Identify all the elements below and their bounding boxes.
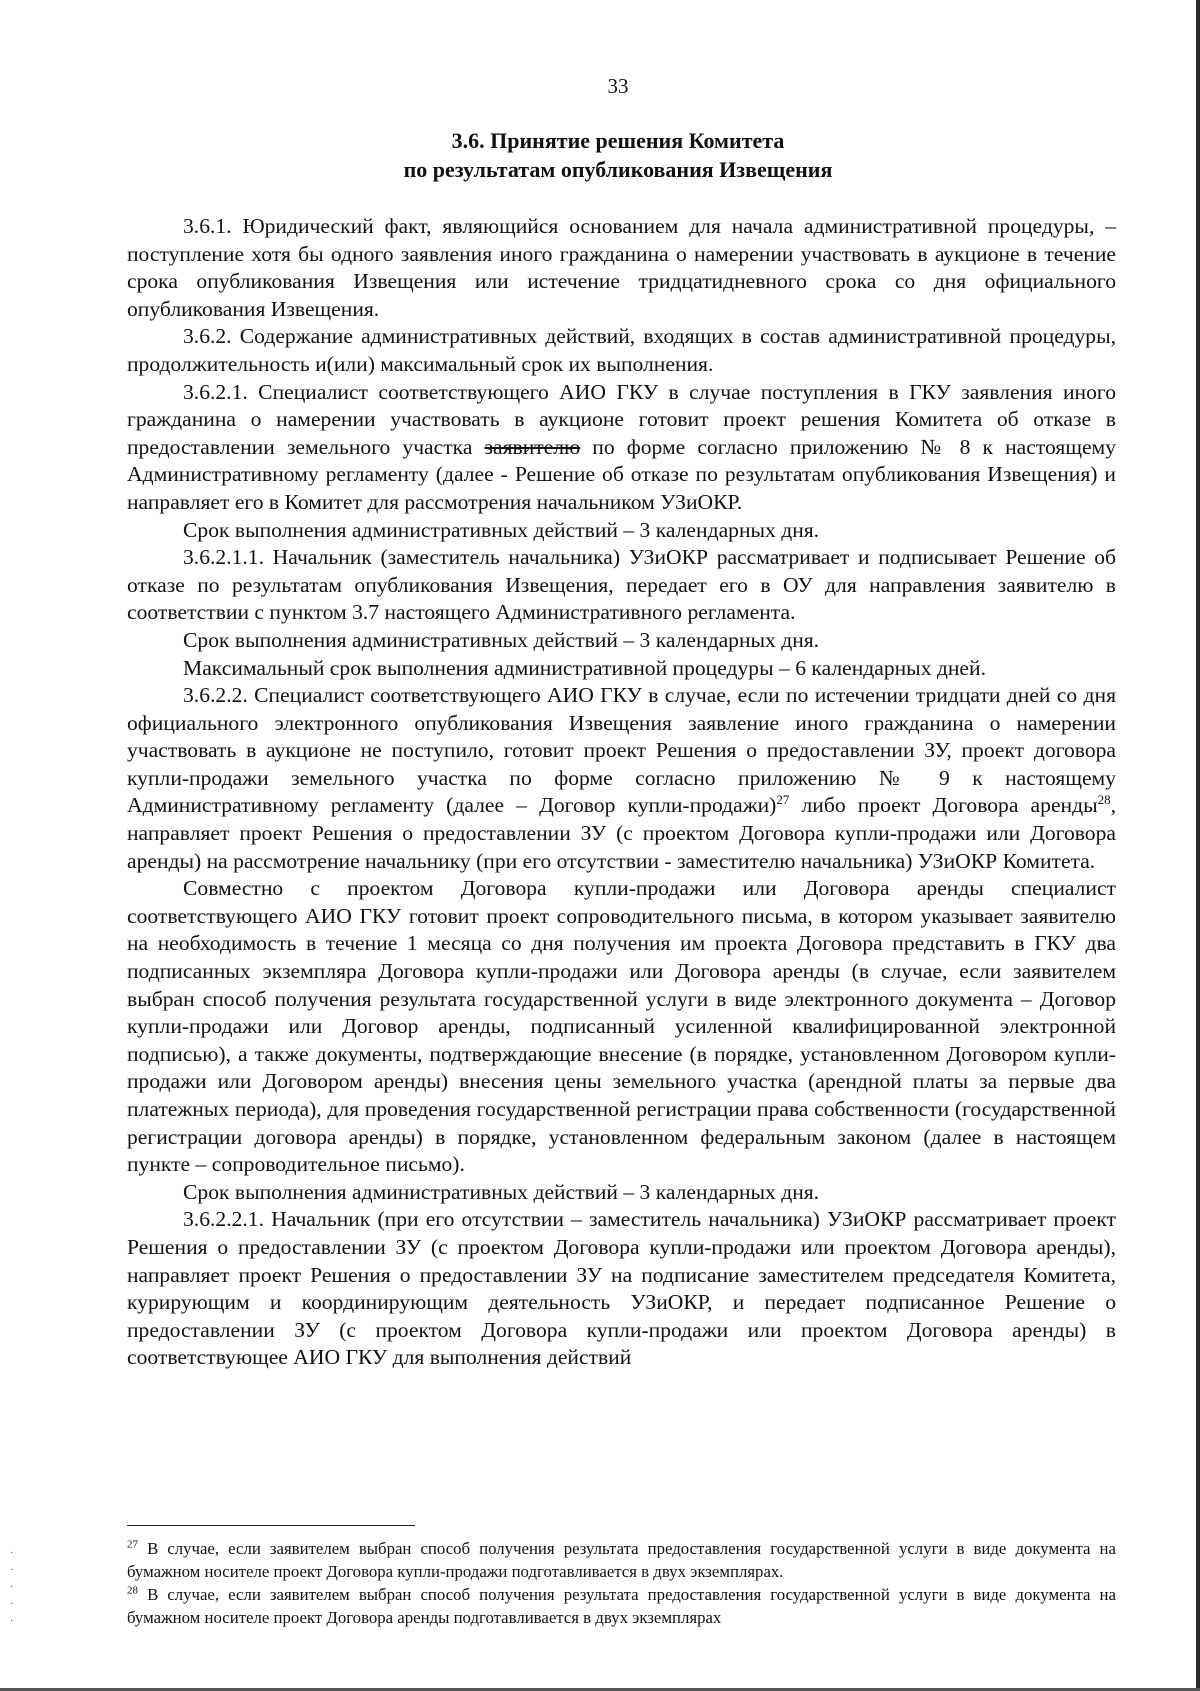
paragraph-max-deadline: Максимальный срок выполнения административной процедуры – 6 календарных дней. [183,655,986,680]
footnote-mark-28: 28 [127,1584,138,1597]
footnote-text: В случае, если заявителем выбран способ получения результата предоставления государственной услуги в виде документа на бумажном носителе проект Договора аренды подготавливается в двух экземплярах [127,1585,1116,1627]
paragraph-text: 3.6.2.2. Специалист соответствующего АИО ГКУ в случае, если по истечении тридцати дней со дня официального электронного опубликования Извещения заявление иного гражданина о намерении участвовать в аукционе не поступило, готовит проект Решения о предоставлении ЗУ, проект договора купли-продажи земельного участка по форме согласно приложению № 9 к настоящему Административному регламенту (далее – Договор купли-продажи) [127,683,1116,818]
paragraph-3-6-2: 3.6.2. Содержание административных действий, входящих в состав административной процедуры, продолжительность и(или) максимальный срок их выполнения. [127,324,1116,376]
footnote-separator [127,1525,415,1526]
struck-word: заявителю [484,434,581,459]
section-title-line-1: 3.6. Принятие решения Комитета [451,128,785,153]
footnote-28 [127,1583,1116,1629]
footnotes [127,1537,1116,1629]
footnote-ref-28[interactable]: 28 [1097,792,1111,808]
page-number: 33 [607,74,629,98]
footnote-ref-27[interactable]: 27 [776,792,790,808]
paragraph-text: , направляет проект Решения о предоставлении ЗУ (с проектом Договора купли-продажи или Договора аренды) на рассмотрение начальнику (при его отсутствии - заместителю начальника) УЗиОКР Комитета. [127,793,1116,873]
paragraph-cover-letter: Совместно с проектом Договора купли-продажи или Договора аренды специалист соответствующего АИО ГКУ готовит проект сопроводительного письма, в котором указывает заявителю на необходимость в течение 1 месяца со дня получения им проекта Договора представить в ГКУ два подписанных экземпляра Договора купли-продажи или Договора аренды (в случае, если заявителем выбран способ получения результата государственной услуги в виде электронного документа – Договор купли-продажи или Договор аренды, подписанный усиленной квалифицированной электронной подписью), а также документы, подтверждающие внесение (в порядке, установленном Договором купли-продажи или Договором аренды) внесения цены земельного участка (арендной платы за первые два платежных периода), для проведения государственной регистрации права собственности (государственной регистрации договора аренды) в порядке, установленном федеральным законом (далее в настоящем пункте – сопроводительное письмо). [127,876,1116,1177]
section-title [0,126,1200,184]
binding-marks: · · · · · [10,1548,14,1627]
paragraph-text: либо проект Договора аренды [789,793,1098,818]
footnote-mark-27: 27 [127,1538,138,1551]
paragraph-3-6-2-2-1: 3.6.2.2.1. Начальник (при его отсутствии – заместитель начальника) УЗиОКР рассматривает проект Решения о предоставлении ЗУ (с проектом Договора купли-продажи или проектом Договора аренды), направляет проект Решения о предоставлении ЗУ на подписание заместителем председателя Комитета, курирующим и координирующим деятельность УЗиОКР, и передает подписанное Решение о предоставлении ЗУ (с проектом Договора купли-продажи или проектом Договора аренды) в соответствующее АИО ГКУ для выполнения действий [127,1207,1116,1370]
body-text [127,213,1116,1372]
section-title-line-2: по результатам опубликования Извещения [403,157,833,182]
paragraph-text: 3.6.2.1. Специалист соответствующего АИО ГКУ в случае поступления в ГКУ заявления иного гражданина о намерении участвовать в аукционе готовит проект решения Комитета об отказе в предоставлении земельного участка [127,379,1116,459]
page-edge-right [1196,0,1200,1691]
footnote-27 [127,1537,1116,1583]
paragraph-deadline: Срок выполнения административных действий – 3 календарных дня. [183,627,820,652]
paragraph-text: по форме согласно приложению № 8 к настоящему Административному регламенту (далее - Решение об отказе по результатам опубликования Извещения) и направляет его в Комитет для рассмотрения начальником УЗиОКР. [127,434,1116,514]
paragraph-3-6-2-2 [127,682,1116,875]
footnote-text: В случае, если заявителем выбран способ получения результата предоставления государственной услуги в виде документа на бумажном носителе проект Договора купли-продажи подготавливается в двух экземплярах. [127,1539,1116,1581]
paragraph-3-6-2-1 [127,379,1116,517]
paragraph-3-6-2-1-1: 3.6.2.1.1. Начальник (заместитель начальника) УЗиОКР рассматривает и подписывает Решение об отказе по результатам опубликования Извещения, передает его в ОУ для направления заявителю в соответствии с пунктом 3.7 настоящего Административного регламента. [127,545,1116,625]
paragraph-deadline: Срок выполнения административных действий – 3 календарных дня. [183,517,820,542]
paragraph-deadline: Срок выполнения административных действий – 3 календарных дня. [183,1179,820,1204]
paragraph-3-6-1: 3.6.1. Юридический факт, являющийся основанием для начала административной процедуры, – поступление хотя бы одного заявления иного гражданина о намерении участвовать в аукционе в течение срока опубликования Извещения или истечение тридцатидневного срока со дня официального опубликования Извещения. [127,214,1116,321]
